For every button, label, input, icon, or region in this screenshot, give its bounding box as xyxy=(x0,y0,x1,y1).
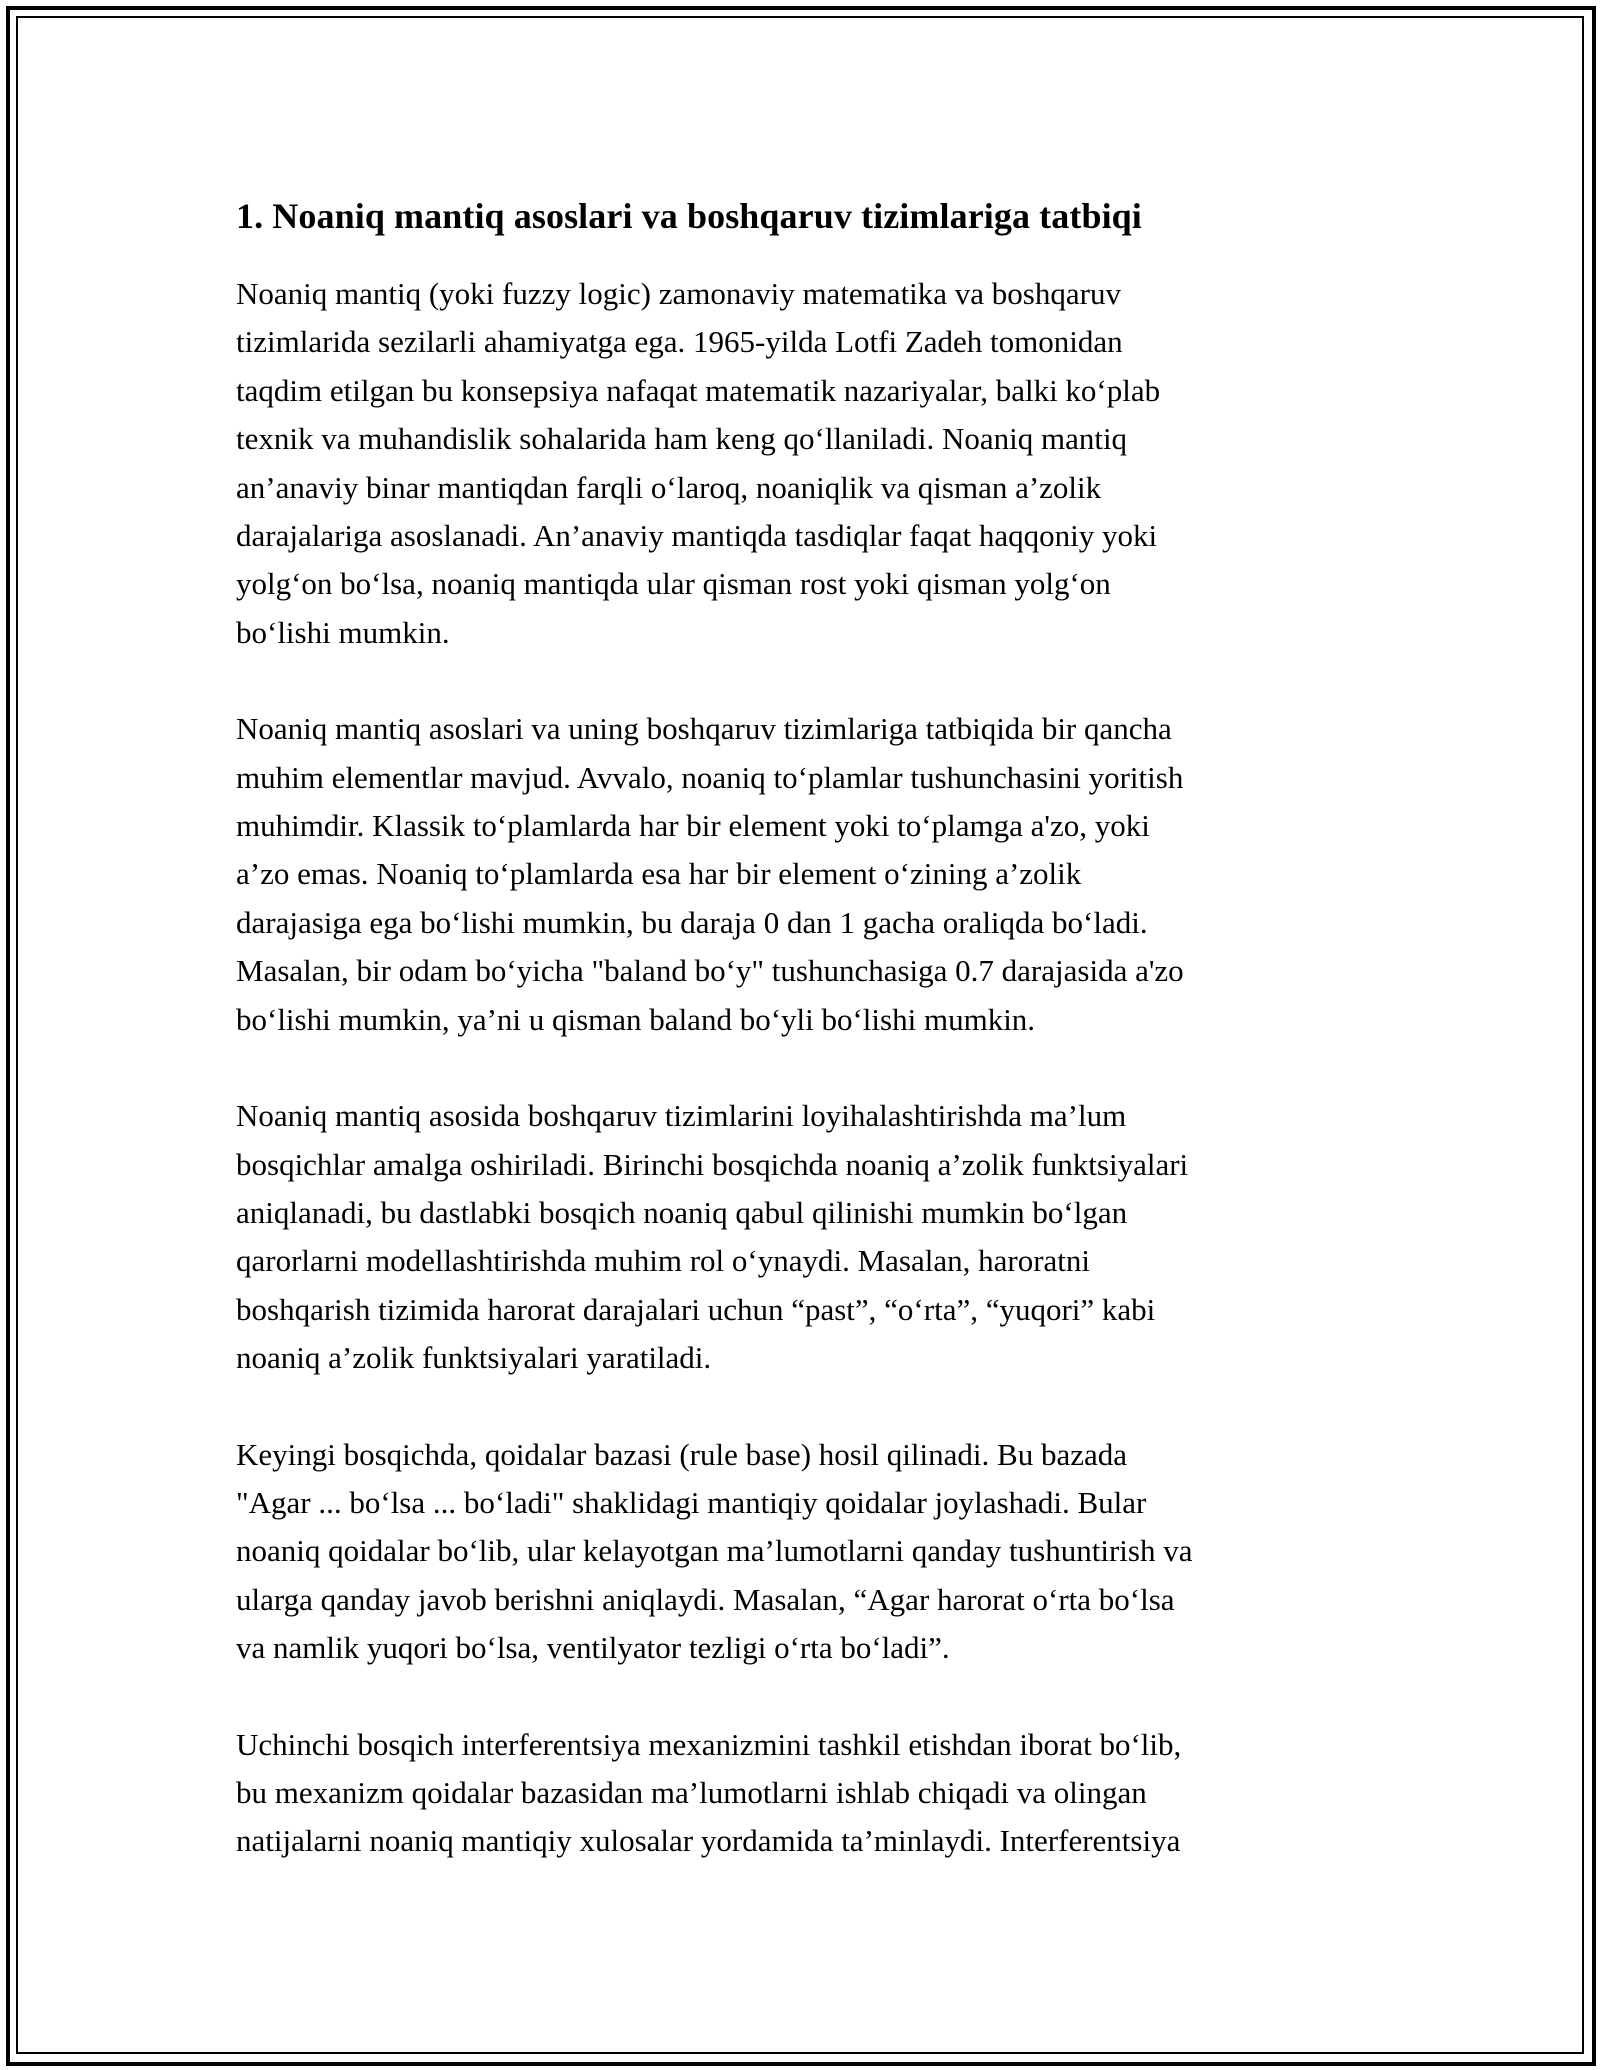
text-line: texnik va muhandislik sohalarida ham keng qoʻllaniladi. Noaniq mantiq xyxy=(236,421,1128,457)
text-line: boshqarish tizimida harorat darajalari uchun “past”, “oʻrta”, “yuqori” kabi xyxy=(236,1291,1156,1327)
text-line: Keyingi bosqichda, qoidalar bazasi (rule base) hosil qilinadi. Bu bazada xyxy=(236,1436,1127,1472)
paragraph xyxy=(236,1721,1386,1866)
text-line: ularga qanday javob berishni aniqlaydi. Masalan, “Agar harorat oʻrta boʻlsa xyxy=(236,1581,1175,1617)
text-line: an’anaviy binar mantiqdan farqli oʻlaroq, noaniqlik va qisman a’zolik xyxy=(236,469,1102,505)
text-line: qarorlarni modellashtirishda muhim rol oʻynaydi. Masalan, haroratni xyxy=(236,1243,1090,1279)
text-line: Uchinchi bosqich interferentsiya mexanizmini tashkil etishdan iborat boʻlib, xyxy=(236,1726,1182,1762)
text-line: darajalariga asoslanadi. An’anaviy mantiqda tasdiqlar faqat haqqoniy yoki xyxy=(236,518,1158,554)
text-line: bu mexanizm qoidalar bazasidan ma’lumotlarni ishlab chiqadi va olingan xyxy=(236,1774,1147,1810)
text-line: Noaniq mantiq asosida boshqaruv tizimlarini loyihalashtirishda ma’lum xyxy=(236,1098,1127,1134)
text-line: muhimdir. Klassik toʻplamlarda har bir element yoki toʻplamga a'zo, yoki xyxy=(236,808,1150,844)
text-line: taqdim etilgan bu konsepsiya nafaqat matematik nazariyalar, balki koʻplab xyxy=(236,372,1161,408)
text-line: boʻlishi mumkin, ya’ni u qisman baland boʻyli boʻlishi mumkin. xyxy=(236,1001,1036,1037)
text-line: muhim elementlar mavjud. Avvalo, noaniq toʻplamlar tushunchasini yoritish xyxy=(236,759,1184,795)
text-line: va namlik yuqori boʻlsa, ventilyator tezligi oʻrta boʻladi”. xyxy=(236,1630,950,1666)
text-line: "Agar ... boʻlsa ... boʻladi" shaklidagi mantiqiy qoidalar joylashadi. Bular xyxy=(236,1484,1147,1520)
text-line: Noaniq mantiq (yoki fuzzy logic) zamonaviy matematika va boshqaruv xyxy=(236,276,1121,311)
text-line: noaniq qoidalar boʻlib, ular kelayotgan ma’lumotlarni qanday tushuntirish va xyxy=(236,1533,1193,1569)
text-line: a’zo emas. Noaniq toʻplamlarda esa har bir element oʻzining a’zolik xyxy=(236,856,1082,892)
text-line: natijalarni noaniq mantiqiy xulosalar yordamida ta’minlaydi. Interferentsiya xyxy=(236,1823,1181,1859)
paragraph xyxy=(236,270,1386,657)
section-heading: 1. Noaniq mantiq asoslari va boshqaruv tizimlariga tatbiqi xyxy=(236,196,1142,236)
text-line: Masalan, bir odam boʻyicha "baland boʻy" tushunchasiga 0.7 darajasida a'zo xyxy=(236,953,1184,989)
text-line: noaniq a’zolik funktsiyalari yaratiladi. xyxy=(236,1340,712,1376)
document-body xyxy=(236,188,1386,1914)
paragraph xyxy=(236,1092,1386,1382)
text-line: Noaniq mantiq asoslari va uning boshqaruv tizimlariga tatbiqida bir qancha xyxy=(236,711,1172,747)
text-line: boʻlishi mumkin. xyxy=(236,614,450,650)
text-line: bosqichlar amalga oshiriladi. Birinchi bosqichda noaniq a’zolik funktsiyalari xyxy=(236,1146,1189,1182)
paragraph xyxy=(236,705,1386,1044)
text-line: yolgʻon boʻlsa, noaniq mantiqda ular qisman rost yoki qisman yolgʻon xyxy=(236,566,1111,602)
text-line: tizimlarida sezilarli ahamiyatga ega. 1965-yilda Lotfi Zadeh tomonidan xyxy=(236,324,1123,360)
text-line: aniqlanadi, bu dastlabki bosqich noaniq qabul qilinishi mumkin boʻlgan xyxy=(236,1194,1128,1230)
text-line: darajasiga ega boʻlishi mumkin, bu daraja 0 dan 1 gacha oraliqda boʻladi. xyxy=(236,904,1148,940)
paragraph xyxy=(236,1431,1386,1673)
